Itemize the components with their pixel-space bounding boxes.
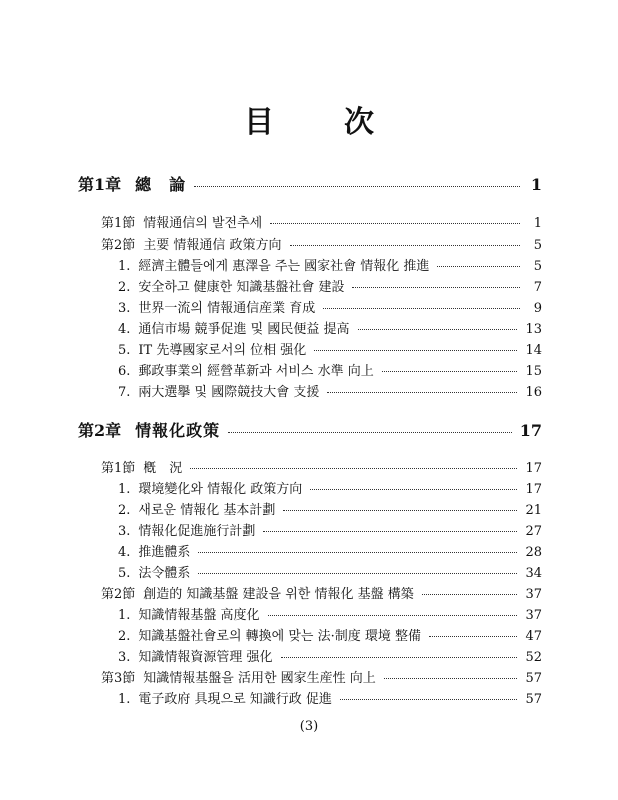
toc-title: 槪 況: [143, 461, 183, 476]
toc-section[interactable]: [101, 212, 542, 231]
toc-item[interactable]: [118, 276, 542, 295]
toc-page: 37: [525, 608, 542, 623]
toc-page: 21: [525, 503, 542, 518]
toc-page: 17: [525, 461, 542, 476]
toc-title: 知識情報基盤을 活用한 國家生産性 向上: [143, 671, 376, 686]
toc-title: 經濟主體들에게 惠澤을 주는 國家社會 情報化 推進: [138, 259, 430, 274]
dot-leader: [268, 615, 518, 616]
toc-number: 6.: [118, 364, 131, 379]
toc-title: 通信市場 競爭促進 및 國民便益 提高: [138, 322, 350, 337]
dot-leader: [384, 678, 518, 679]
toc-number: 3.: [118, 301, 131, 316]
toc-item[interactable]: [118, 604, 542, 623]
toc-title: 環境變化와 情報化 政策方向: [138, 482, 303, 497]
dot-leader: [198, 552, 517, 553]
dot-leader: [382, 371, 518, 372]
toc-number: 第2章: [78, 421, 122, 440]
toc-chapter-2[interactable]: [78, 418, 542, 441]
dot-leader: [228, 432, 512, 433]
toc-page: 57: [525, 692, 542, 707]
toc-item[interactable]: [118, 381, 542, 400]
toc-section[interactable]: [101, 583, 542, 602]
toc-title: 世界一流의 情報通信産業 育成: [138, 301, 316, 316]
dot-leader: [263, 531, 517, 532]
toc-page: 27: [525, 524, 542, 539]
toc-item[interactable]: [118, 318, 542, 337]
toc-page: 9: [533, 301, 542, 316]
toc-number: 第1節: [101, 461, 136, 476]
toc-title: 電子政府 具現으로 知識行政 促進: [138, 692, 332, 707]
toc-item[interactable]: [118, 255, 542, 274]
toc-item[interactable]: [118, 562, 542, 581]
toc-number: 2.: [118, 503, 131, 518]
dot-leader: [190, 468, 517, 469]
toc-page: 57: [525, 671, 542, 686]
toc-number: 1.: [118, 608, 131, 623]
toc-title: 總 論: [135, 175, 187, 194]
toc-title: 知識基盤社會로의 轉換에 맞는 法·制度 環境 整備: [138, 629, 421, 644]
toc-page: 15: [525, 364, 542, 379]
dot-leader: [422, 594, 518, 595]
toc-chapter-1[interactable]: [78, 172, 542, 195]
dot-leader: [283, 510, 517, 511]
toc-item[interactable]: [118, 297, 542, 316]
dot-leader: [198, 573, 517, 574]
dot-leader: [270, 223, 520, 224]
toc-page: 7: [533, 280, 542, 295]
toc-page: 5: [533, 259, 542, 274]
toc-title: 創造的 知識基盤 建設을 위한 情報化 基盤 構築: [143, 587, 414, 602]
dot-leader: [340, 699, 518, 700]
toc-item[interactable]: [118, 360, 542, 379]
toc-number: 5.: [118, 343, 131, 358]
toc-number: 1.: [118, 482, 131, 497]
toc-item[interactable]: [118, 625, 542, 644]
dot-leader: [429, 636, 517, 637]
toc-title: 兩大選擧 및 國際競技大會 支援: [138, 385, 320, 400]
toc-page: 28: [525, 545, 542, 560]
toc-page: 5: [533, 238, 542, 253]
toc-number: 第2節: [101, 238, 136, 253]
toc-item[interactable]: [118, 688, 542, 707]
toc-page: 16: [525, 385, 542, 400]
toc-title: 安全하고 健康한 知識基盤社會 建設: [138, 280, 345, 295]
toc-number: 第1章: [78, 175, 122, 194]
toc-title: 情報通信의 발전추세: [143, 216, 263, 231]
dot-leader: [314, 350, 517, 351]
toc-page: 1: [533, 216, 542, 231]
toc-page: 17: [525, 482, 542, 497]
toc-title: 情報化促進施行計劃: [138, 524, 256, 539]
toc-page: 37: [525, 587, 542, 602]
toc-number: 第2節: [101, 587, 136, 602]
toc-number: 7.: [118, 385, 131, 400]
dot-leader: [290, 245, 520, 246]
toc-item[interactable]: [118, 478, 542, 497]
toc-title: 主要 情報通信 政策方向: [143, 238, 282, 253]
toc-section[interactable]: [101, 457, 542, 476]
toc-number: 第1節: [101, 216, 136, 231]
toc-number: 3.: [118, 524, 131, 539]
toc-page: 1: [530, 175, 542, 194]
dot-leader: [323, 308, 520, 309]
toc-section[interactable]: [101, 234, 542, 253]
dot-leader: [281, 657, 518, 658]
toc-number: 1.: [118, 692, 131, 707]
toc-item[interactable]: [118, 646, 542, 665]
toc-page: 14: [525, 343, 542, 358]
title-char-1: 目: [244, 105, 274, 140]
toc-number: 4.: [118, 545, 131, 560]
toc-page: 52: [525, 650, 542, 665]
toc-page: 13: [525, 322, 542, 337]
page-number: (3): [299, 719, 319, 734]
toc-title: 知識情報基盤 高度化: [138, 608, 260, 623]
dot-leader: [358, 329, 518, 330]
toc-page: 47: [525, 629, 542, 644]
toc-page: 34: [525, 566, 542, 581]
toc-number: 3.: [118, 650, 131, 665]
toc-section[interactable]: [101, 667, 542, 686]
toc-title: IT 先導國家로서의 位相 强化: [138, 343, 307, 358]
toc-item[interactable]: [118, 541, 542, 560]
toc-item[interactable]: [118, 499, 542, 518]
toc-title: 法令體系: [138, 566, 191, 581]
dot-leader: [327, 392, 517, 393]
toc-item[interactable]: [118, 520, 542, 539]
toc-title: 情報化政策: [135, 421, 221, 440]
toc-number: 2.: [118, 280, 131, 295]
dot-leader: [194, 186, 520, 187]
toc-page: 17: [519, 421, 542, 440]
toc-number: 4.: [118, 322, 131, 337]
toc-title: 知識情報資源管理 强化: [138, 650, 273, 665]
toc-item[interactable]: [118, 339, 542, 358]
toc-title: 郵政事業의 經營革新과 서비스 水準 向上: [138, 364, 374, 379]
toc-number: 第3節: [101, 671, 136, 686]
dot-leader: [352, 287, 520, 288]
toc-title: 새로운 情報化 基本計劃: [138, 503, 276, 518]
title-char-2: 次: [344, 105, 374, 140]
dot-leader: [310, 489, 517, 490]
toc-title: 推進體系: [138, 545, 191, 560]
toc-number: 2.: [118, 629, 131, 644]
dot-leader: [437, 266, 520, 267]
toc-number: 5.: [118, 566, 131, 581]
toc-number: 1.: [118, 259, 131, 274]
